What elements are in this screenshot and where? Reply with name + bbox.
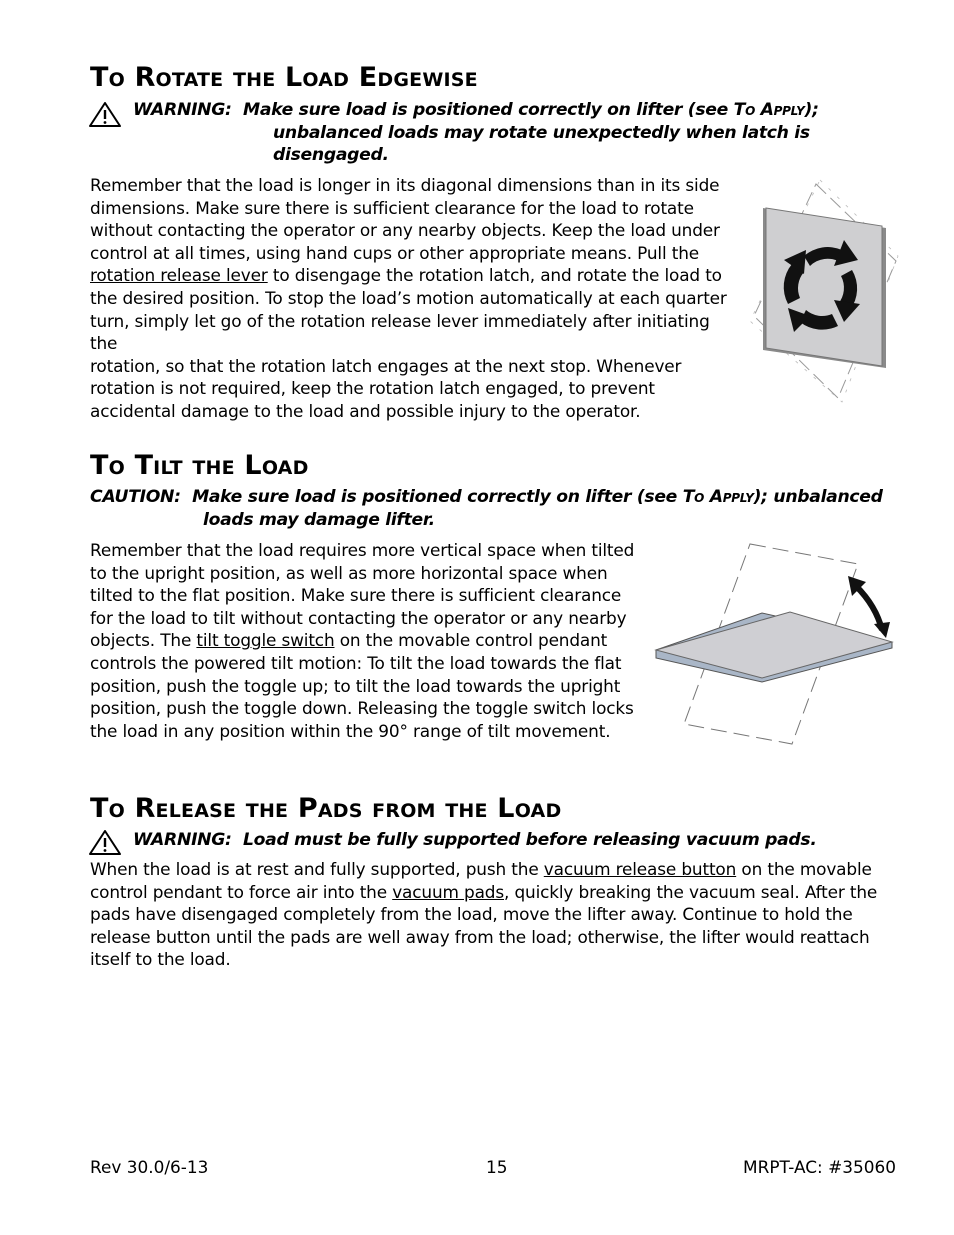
caution-label: CAUTION: [90,487,181,507]
section-title-release: To Release the Pads from the Load [90,793,562,824]
body-line: rotation is not required, keep the rotation latch engaged, to prevent [90,378,655,399]
body-line: rotation release lever to disengage the rotation latch, and rotate the load to [90,265,722,286]
body-line: When the load is at rest and fully supported, push the vacuum release button on the movable [90,859,872,879]
body-line: control at all times, using hand cups or other appropriate means. Pull the [90,242,700,263]
body-line: without contacting the operator or any nearby objects. Keep the load under [90,220,720,241]
body-line: dimensions. Make sure there is sufficient clearance for the load to rotate [90,197,694,218]
warning-triangle-icon [88,101,122,128]
footer-revision: Rev 30.0/6-13 [90,1157,209,1177]
body-line: objects. The tilt toggle switch on the movable control pendant [90,630,608,651]
caution-text-line2: loads may damage lifter. [203,509,435,530]
body-line: pads have disengaged completely from the load, move the lifter away. Continue to hold the [90,904,853,925]
warning-text: Load must be fully supported before releasing vacuum pads. [243,830,817,850]
warning-triangle-icon [88,829,122,856]
body-line: the desired position. To stop the load’s motion automatically at each quarter [90,287,727,308]
reference-to-apply: To Apply [733,100,805,120]
footer-page-number: 15 [486,1157,508,1177]
body-line: position, push the toggle down. Releasing the toggle switch locks [90,698,634,719]
term-vacuum-release-button: vacuum release button [543,859,737,879]
body-line: controls the powered tilt motion: To tilt the load towards the flat [90,652,622,673]
body-line: Remember that the load requires more vertical space when tilted [90,540,635,560]
body-line: position, push the toggle up; to tilt the load towards the upright [90,675,621,696]
warning-text-line2: unbalanced loads may rotate unexpectedly when latch is [273,122,810,143]
term-rotation-release-lever: rotation release lever [90,265,268,286]
tilt-body [90,539,650,742]
body-line: to the upright position, as well as more horizontal space when [90,562,608,583]
rotate-body [90,174,740,423]
rotate-load-figure [748,176,900,404]
body-line: Remember that the load is longer in its diagonal dimensions than in its side [90,175,720,195]
body-line: release button until the pads are well away from the load; otherwise, the lifter would reattach [90,926,870,947]
section-title-rotate: To Rotate the Load Edgewise [90,62,478,93]
reference-to-apply: To Apply [682,487,754,507]
tilt-load-figure [652,538,898,750]
rotate-warning: WARNING: Make sure load is positioned correctly on lifter (see To Apply); unbalanced loads may rotate unexpectedly when latch is disengaged. [133,99,853,167]
release-warning [133,829,853,852]
body-line: tilted to the flat position. Make sure there is sufficient clearance [90,585,622,606]
body-line: the load in any position within the 90° range of tilt movement. [90,720,611,741]
warning-text: Make sure load is positioned correctly on lifter (see [243,100,734,120]
body-line: rotation, so that the rotation latch engages at the next stop. Whenever [90,355,682,376]
release-body [90,858,890,971]
body-line: itself to the load. [90,949,231,970]
warning-text-line3: disengaged. [273,145,389,165]
body-line: control pendant to force air into the vacuum pads, quickly breaking the vacuum seal. After the [90,881,878,902]
warning-label: WARNING: [133,100,232,120]
term-vacuum-pads: vacuum pads [392,881,505,902]
body-line: accidental damage to the load and possible injury to the operator. [90,400,641,421]
body-line: for the load to tilt without contacting the operator or any nearby [90,607,627,628]
term-tilt-toggle-switch: tilt toggle switch [196,630,335,651]
section-title-tilt: To Tilt the Load [90,450,309,481]
warning-label: WARNING: [133,830,232,850]
caution-text: Make sure load is positioned correctly on lifter (see [192,487,683,507]
body-line: turn, simply let go of the rotation release lever immediately after initiating the [90,310,710,354]
footer-doc-id: MRPT-AC: #35060 [743,1157,896,1177]
tilt-caution: CAUTION: Make sure load is positioned correctly on lifter (see To Apply); unbalanced loads may damage lifter. [90,486,910,531]
